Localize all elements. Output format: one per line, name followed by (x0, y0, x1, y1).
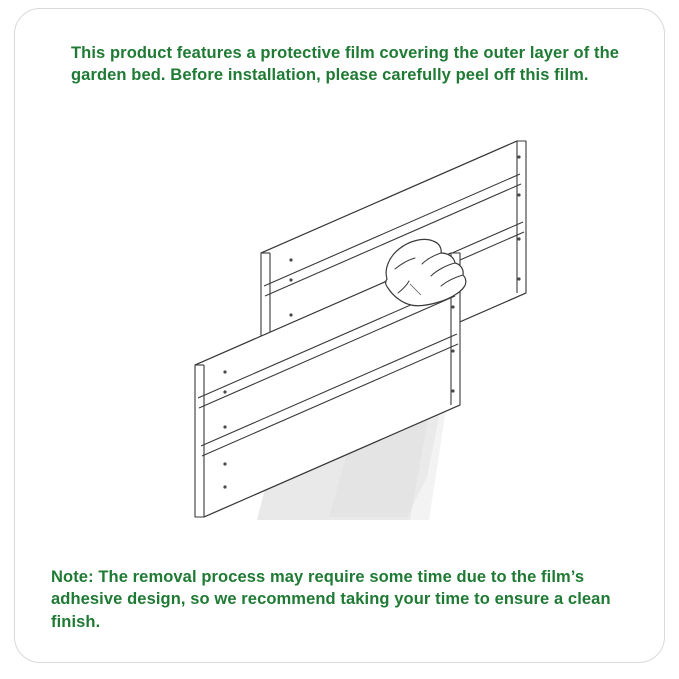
top-instruction-text: This product features a protective film covering the outer layer of the garden bed. Before installation, please carefully peel off this film. (71, 44, 620, 85)
instruction-card (14, 8, 665, 663)
note-text: Note: The removal process may require some time due to the film’s adhesive design, so we recommend taking your time to ensure a clean finish. (51, 568, 611, 631)
